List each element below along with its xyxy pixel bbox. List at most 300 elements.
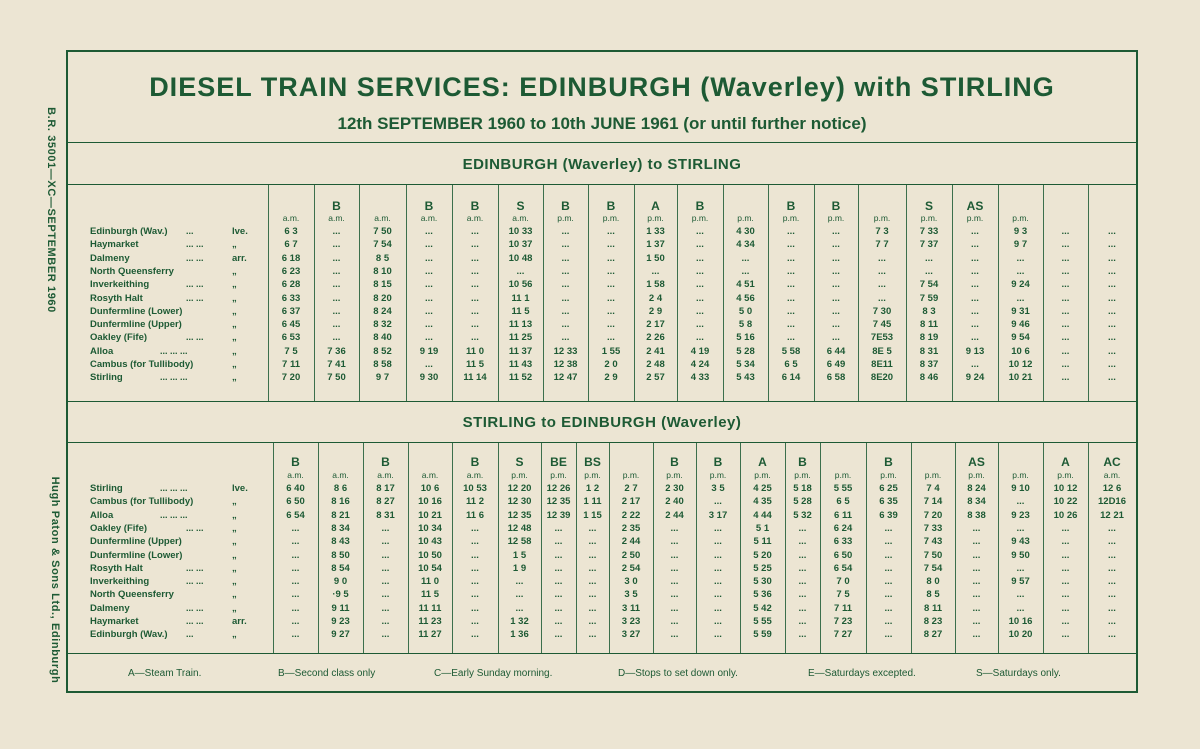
time-cell: ... — [972, 616, 981, 627]
time-cell: ... — [798, 576, 807, 588]
time-cell: 8 5 — [926, 589, 940, 601]
time-cell: ... — [696, 292, 704, 304]
time-cell: 10 34 — [418, 522, 442, 534]
am-pm-label: p.m. — [834, 470, 852, 480]
time-cell: 8 31 — [919, 345, 939, 357]
timetable-edinburgh-to-stirling — [68, 185, 1136, 401]
am-pm-label: p.m. — [920, 213, 938, 223]
arr-dep-indicator: „ — [232, 629, 237, 641]
time-cell: ... — [425, 292, 433, 304]
time-cell: ... — [832, 279, 840, 291]
time-cell: ... — [1108, 359, 1116, 370]
time-cell: ... — [714, 496, 722, 508]
time-cell: 8 20 — [373, 292, 392, 304]
time-cell: ... — [332, 332, 341, 344]
table-row — [68, 523, 1136, 536]
time-cell: ·9 5 — [332, 589, 349, 601]
time-cell: 12 47 — [553, 372, 578, 384]
time-cell: 6 23 — [281, 265, 301, 277]
time-cell: 5 11 — [753, 536, 772, 548]
train-code: B — [291, 455, 300, 469]
time-cell: 8 10 — [373, 265, 392, 277]
time-cell: ... — [1061, 292, 1070, 304]
time-cell: ... — [332, 279, 341, 291]
time-cell: 4 19 — [690, 345, 710, 357]
time-cell: 11 0 — [466, 345, 484, 357]
train-code: B — [798, 455, 807, 469]
train-code: B — [884, 455, 893, 469]
time-cell: 11 43 — [508, 359, 533, 370]
time-cell: ... — [971, 226, 979, 237]
time-cell: 6 5 — [784, 359, 798, 370]
station-name: Oakley (Fife) — [90, 332, 148, 344]
time-cell: 2 26 — [646, 332, 665, 344]
time-cell: 1 32 — [510, 616, 529, 627]
leader-dots: ... ... ... — [160, 372, 188, 383]
footnote-c: C—Early Sunday morning. — [434, 668, 553, 679]
time-cell: ... — [1061, 549, 1070, 561]
time-cell: ... — [332, 292, 341, 304]
time-cell: 10 54 — [418, 562, 442, 574]
time-cell: ... — [787, 292, 795, 304]
time-cell: ... — [696, 319, 704, 331]
am-pm-label: p.m. — [968, 470, 985, 480]
station-name: Dalmeny — [90, 252, 130, 264]
time-cell: 9 7 — [375, 372, 390, 384]
time-cell: 8 50 — [331, 549, 350, 561]
time-cell: 2 54 — [621, 562, 641, 574]
time-cell: ... — [607, 332, 615, 344]
table-row — [68, 563, 1136, 576]
time-cell: ... — [554, 536, 563, 548]
time-cell: ... — [471, 305, 479, 317]
arr-dep-indicator: lve. — [232, 483, 248, 494]
time-cell: ... — [925, 252, 933, 264]
time-cell: 2 4 — [648, 292, 663, 304]
time-cell: ... — [1108, 629, 1116, 641]
time-cell: 8 54 — [331, 562, 350, 574]
time-cell: ... — [332, 265, 341, 277]
time-cell: 4 34 — [736, 239, 755, 251]
am-pm-label: a.m. — [512, 213, 529, 223]
time-cell: 11 2 — [466, 496, 484, 508]
page-title: DIESEL TRAIN SERVICES: EDINBURGH (Waverley) with STIRLING — [149, 72, 1055, 102]
time-cell: ... — [651, 265, 660, 277]
time-cell: ... — [972, 589, 981, 601]
time-cell: 2 9 — [604, 372, 618, 384]
time-cell: ... — [714, 616, 722, 627]
table-row — [68, 372, 1136, 385]
time-cell: 5 58 — [781, 345, 801, 357]
printer-imprint: Hugh Paton & Sons Ltd., Edinburgh — [49, 476, 61, 684]
footnote-e: E—Saturdays excepted. — [808, 668, 916, 679]
time-cell: ... — [425, 265, 433, 277]
time-cell: 2 57 — [646, 372, 665, 384]
time-cell: ... — [1108, 589, 1116, 601]
time-cell: 5 18 — [793, 483, 812, 494]
time-cell: ... — [561, 292, 570, 304]
time-cell: ... — [471, 562, 479, 574]
time-cell: 11 5 — [511, 305, 530, 317]
time-cell: ... — [588, 549, 597, 561]
time-cell: 6 18 — [281, 252, 301, 264]
am-pm-label: a.m. — [282, 213, 300, 223]
time-cell: ... — [291, 522, 300, 534]
time-cell: 7 0 — [836, 576, 850, 588]
time-cell: 12 48 — [507, 522, 532, 534]
time-cell: ... — [972, 576, 981, 588]
time-cell: 6 33 — [833, 536, 853, 548]
time-cell: 10 50 — [418, 549, 442, 561]
time-cell: ... — [1061, 522, 1070, 534]
station-name: Dunfermline (Upper) — [90, 319, 182, 331]
time-cell: ... — [1108, 562, 1116, 574]
time-cell: ... — [1061, 226, 1070, 237]
time-cell: ... — [588, 562, 597, 574]
station-name: Oakley (Fife) — [90, 522, 148, 534]
time-cell: 6 11 — [834, 509, 852, 521]
time-cell: ... — [516, 265, 525, 277]
time-cell: 11 27 — [418, 629, 442, 641]
am-pm-label: p.m. — [666, 470, 683, 480]
time-cell: ... — [607, 226, 615, 237]
am-pm-label: a.m. — [466, 470, 484, 480]
time-cell: ... — [588, 589, 597, 601]
arr-dep-indicator: „ — [232, 522, 237, 534]
time-cell: ... — [884, 536, 893, 548]
train-code: S — [924, 199, 933, 213]
time-cell: ... — [798, 522, 807, 534]
time-cell: ... — [884, 562, 893, 574]
footnote-d: D—Stops to set down only. — [618, 668, 738, 679]
am-pm-label: p.m. — [622, 470, 640, 480]
time-cell: 7 4 — [926, 483, 940, 494]
time-cell: ... — [425, 305, 433, 317]
am-pm-label: p.m. — [584, 470, 601, 480]
time-cell: ... — [798, 602, 807, 614]
time-cell: ... — [1108, 345, 1116, 357]
time-cell: ... — [1016, 602, 1025, 614]
leader-dots: ... ... ... — [160, 509, 188, 520]
time-cell: ... — [554, 522, 563, 534]
time-cell: ... — [607, 279, 615, 291]
time-cell: ... — [425, 279, 433, 291]
time-cell: ... — [884, 576, 893, 588]
time-cell: 5 25 — [753, 562, 772, 574]
time-cell: 8 37 — [919, 359, 939, 370]
station-name: Dalmeny — [90, 602, 130, 614]
time-cell: 8 15 — [373, 279, 392, 291]
time-cell: 7 7 — [875, 239, 889, 251]
time-cell: 12 38 — [553, 359, 578, 370]
time-cell: ... — [972, 562, 981, 574]
time-cell: ... — [787, 252, 795, 264]
time-cell: 5 32 — [793, 509, 812, 521]
time-cell: ... — [1108, 616, 1116, 627]
time-cell: 2 30 — [665, 483, 684, 494]
time-cell: 6 28 — [281, 279, 301, 291]
time-cell: ... — [471, 536, 479, 548]
time-cell: ... — [1108, 226, 1116, 237]
time-cell: ... — [798, 616, 807, 627]
time-cell: 12 33 — [553, 345, 578, 357]
time-cell: ... — [884, 616, 893, 627]
time-cell: 11 1 — [511, 292, 530, 304]
time-cell: 8 32 — [373, 319, 392, 331]
time-cell: 9 30 — [419, 372, 439, 384]
time-cell: 10 6 — [420, 483, 440, 494]
am-pm-label: p.m. — [754, 470, 771, 480]
time-cell: ... — [1061, 629, 1070, 641]
time-cell: ... — [1016, 252, 1025, 264]
time-cell: ... — [832, 319, 840, 331]
time-cell: ... — [588, 602, 597, 614]
time-cell: 6 49 — [826, 359, 846, 370]
time-cell: 11 11 — [418, 602, 442, 614]
am-pm-label: a.m. — [1103, 470, 1121, 480]
arr-dep-indicator: „ — [232, 536, 237, 548]
time-cell: ... — [1108, 252, 1116, 264]
time-cell: ... — [696, 332, 704, 344]
time-cell: 10 16 — [1008, 616, 1033, 627]
time-cell: ... — [1061, 562, 1070, 574]
time-cell: 6 44 — [826, 345, 846, 357]
table-row — [68, 359, 1136, 372]
time-cell: 9 23 — [331, 616, 350, 627]
time-cell: 7 41 — [327, 359, 346, 370]
table-row — [68, 629, 1136, 642]
time-cell: 4 30 — [736, 226, 755, 237]
time-cell: ... — [714, 589, 722, 601]
time-cell: ... — [471, 602, 479, 614]
time-cell: 7 50 — [923, 549, 943, 561]
arr-dep-indicator: „ — [232, 345, 237, 357]
time-cell: 6 25 — [879, 483, 898, 494]
time-cell: ... — [670, 602, 679, 614]
train-code: S — [516, 199, 525, 213]
footnote-b: B—Second class only — [278, 668, 376, 679]
time-cell: ... — [1061, 332, 1070, 344]
time-cell: 8 21 — [331, 509, 350, 521]
time-cell: 10 37 — [508, 239, 533, 251]
time-cell: ... — [471, 616, 479, 627]
time-cell: ... — [554, 616, 563, 627]
time-cell: ... — [1061, 616, 1070, 627]
time-cell: 1 11 — [583, 496, 602, 508]
time-cell: 8 40 — [373, 332, 392, 344]
train-code: B — [831, 199, 841, 213]
time-cell: 12 20 — [507, 483, 532, 494]
time-cell: ... — [714, 629, 722, 641]
train-code: A — [1061, 455, 1070, 469]
time-cell: ... — [884, 629, 893, 641]
time-cell: 5 55 — [753, 616, 772, 627]
time-cell: 12 58 — [507, 536, 532, 548]
am-pm-label: p.m. — [782, 213, 800, 223]
arr-dep-indicator: „ — [232, 319, 237, 331]
table-row — [68, 293, 1136, 306]
time-cell: 10 16 — [418, 496, 442, 508]
timetable-stirling-to-edinburgh — [68, 443, 1136, 653]
time-cell: ... — [787, 226, 795, 237]
table-row — [68, 253, 1136, 266]
arr-dep-indicator: „ — [232, 589, 237, 601]
time-cell: ... — [425, 239, 433, 251]
train-code: A — [758, 455, 767, 469]
time-cell: ... — [607, 319, 615, 331]
time-cell: 8 58 — [373, 359, 392, 370]
time-cell: ... — [561, 279, 570, 291]
time-cell: ... — [670, 616, 679, 627]
time-cell: 3 0 — [624, 576, 638, 588]
time-cell: ... — [971, 359, 979, 370]
time-cell: 8 43 — [331, 536, 350, 548]
time-cell: ... — [884, 549, 893, 561]
time-cell: 11 5 — [466, 359, 484, 370]
section-title-down: EDINBURGH (Waverley) to STIRLING — [462, 156, 742, 173]
table-row — [68, 332, 1136, 345]
time-cell: 10 21 — [1008, 372, 1033, 384]
time-cell: ... — [588, 536, 597, 548]
time-cell: ... — [972, 549, 981, 561]
time-cell: ... — [1108, 279, 1116, 291]
train-code: BE — [550, 455, 567, 469]
am-pm-label: p.m. — [511, 470, 528, 480]
time-cell: ... — [741, 252, 750, 264]
time-cell: ... — [332, 252, 341, 264]
time-cell: 5 28 — [736, 345, 755, 357]
time-cell: ... — [787, 332, 795, 344]
time-cell: 10 26 — [1053, 509, 1078, 521]
time-cell: ... — [332, 226, 341, 237]
time-cell: ... — [291, 629, 300, 641]
time-cell: ... — [1108, 372, 1116, 384]
time-cell: ... — [588, 629, 597, 641]
time-cell: 11 14 — [463, 372, 487, 384]
divider — [68, 142, 1136, 143]
time-cell: 8 0 — [926, 576, 940, 588]
time-cell: 12 26 — [546, 483, 571, 494]
time-cell: ... — [1061, 252, 1070, 264]
time-cell: 3 11 — [622, 602, 640, 614]
time-cell: ... — [787, 305, 795, 317]
time-cell: 9 19 — [419, 345, 439, 357]
time-cell: 6 54 — [833, 562, 853, 574]
am-pm-label: p.m. — [602, 213, 620, 223]
time-cell: 12D16 — [1098, 496, 1126, 508]
time-cell: 2 40 — [665, 496, 684, 508]
time-cell: ... — [878, 292, 886, 304]
time-cell: 10 12 — [1008, 359, 1033, 370]
am-pm-label: p.m. — [737, 213, 754, 223]
leader-dots: ... ... ... — [160, 483, 188, 493]
time-cell: ... — [787, 265, 795, 277]
station-name: Rosyth Halt — [90, 562, 143, 574]
time-cell: ... — [787, 279, 795, 291]
train-code: AS — [966, 199, 984, 213]
time-cell: ... — [1108, 549, 1116, 561]
time-cell: 8 11 — [924, 602, 942, 614]
time-cell: ... — [971, 239, 979, 251]
time-cell: 2 17 — [621, 496, 641, 508]
time-cell: ... — [515, 602, 524, 614]
time-cell: ... — [1061, 345, 1070, 357]
time-cell: 9 10 — [1011, 483, 1030, 494]
time-cell: 3 5 — [624, 589, 638, 601]
time-cell: ... — [1108, 265, 1116, 277]
time-cell: 7 5 — [284, 345, 298, 357]
time-cell: 7 20 — [281, 372, 301, 384]
time-cell: ... — [1061, 265, 1070, 277]
leader-dots: ... ... — [186, 602, 204, 613]
time-cell: 3 17 — [708, 509, 728, 521]
train-code: B — [470, 455, 480, 469]
time-cell: 11 23 — [418, 616, 442, 627]
time-cell: 5 28 — [793, 496, 812, 508]
time-cell: 7 43 — [923, 536, 943, 548]
am-pm-label: p.m. — [709, 470, 727, 480]
time-cell: ... — [798, 562, 807, 574]
time-cell: ... — [1061, 576, 1070, 588]
arr-dep-indicator: „ — [232, 265, 237, 277]
arr-dep-indicator: arr. — [232, 252, 247, 264]
time-cell: 6 37 — [281, 305, 301, 317]
time-cell: 3 27 — [621, 629, 641, 641]
time-cell: 9 0 — [333, 576, 348, 588]
time-cell: ... — [515, 576, 524, 588]
time-cell: ... — [554, 589, 563, 601]
time-cell: 6 50 — [286, 496, 305, 508]
time-cell: 6 5 — [836, 496, 850, 508]
am-pm-label: a.m. — [420, 213, 438, 223]
time-cell: ... — [798, 589, 807, 601]
table-row — [68, 536, 1136, 549]
time-cell: 11 6 — [466, 509, 484, 521]
time-cell: ... — [878, 252, 886, 264]
section-title-up: STIRLING to EDINBURGH (Waverley) — [462, 414, 742, 431]
time-cell: 7 33 — [923, 522, 943, 534]
time-cell: 8 16 — [331, 496, 350, 508]
time-cell: 6 39 — [879, 509, 898, 521]
time-cell: ... — [561, 239, 570, 251]
train-code: B — [670, 455, 679, 469]
time-cell: 4 44 — [753, 509, 772, 521]
time-cell: 4 25 — [753, 483, 772, 494]
page-subtitle: 12th SEPTEMBER 1960 to 10th JUNE 1961 (or until further notice) — [337, 114, 867, 133]
time-cell: 12 6 — [1102, 483, 1122, 494]
time-cell: ... — [787, 319, 795, 331]
time-cell: 10 22 — [1053, 496, 1078, 508]
am-pm-label: a.m. — [421, 470, 439, 480]
arr-dep-indicator: „ — [232, 359, 237, 370]
time-cell: 7 54 — [923, 562, 943, 574]
time-cell: ... — [741, 265, 750, 277]
time-cell: ... — [971, 252, 979, 264]
time-cell: 7 50 — [373, 226, 392, 237]
time-cell: ... — [971, 332, 979, 344]
time-cell: 5 0 — [738, 305, 753, 317]
time-cell: 8 38 — [967, 509, 986, 521]
time-cell: ... — [971, 265, 979, 277]
time-cell: 2 44 — [665, 509, 684, 521]
time-cell: ... — [1061, 239, 1070, 251]
leader-dots: ... ... — [186, 279, 204, 290]
time-cell: ... — [884, 522, 893, 534]
arr-dep-indicator: „ — [232, 305, 237, 317]
arr-dep-indicator: lve. — [232, 226, 248, 237]
time-cell: 8 17 — [376, 483, 395, 494]
time-cell: 7 59 — [919, 292, 939, 304]
